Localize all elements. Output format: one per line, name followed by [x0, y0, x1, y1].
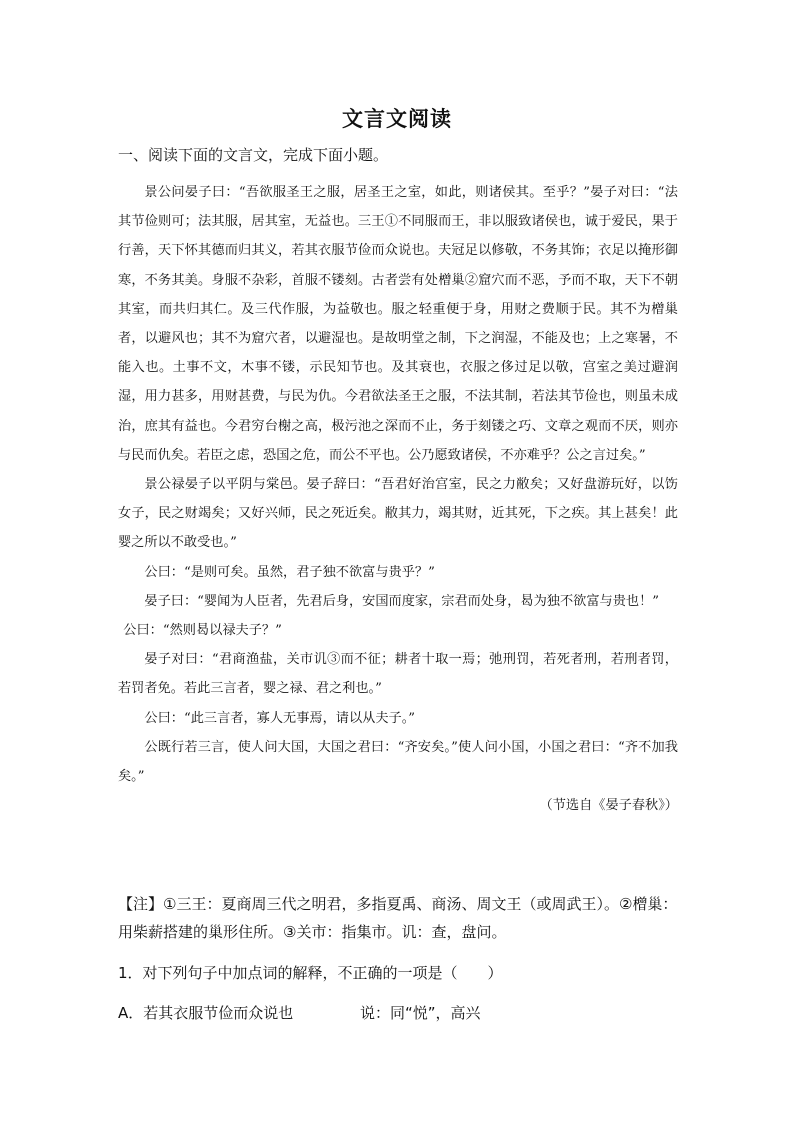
classical-passage [118, 178, 678, 820]
question-1: 1．对下列句子中加点词的解释，不正确的一项是（ ） [118, 964, 503, 982]
section-heading: 一、阅读下面的文言文，完成下面小题。 [118, 146, 389, 164]
annotation-notes: 【注】①三王：夏商周三代之明君，多指夏禹、商汤、周文王（或周武王）。②橧巢：用柴薪搭建的巢形住所。③关市：指集市。讥：查，盘问。 [118, 895, 678, 941]
passage-paragraph: 公既行若三言，使人问大国，大国之君曰：“齐安矣。”使人问小国，小国之君曰：“齐不加我矣。” [118, 739, 678, 785]
passage-paragraph: 晏子对曰：“君商渔盐，关市讥③而不征；耕者十取一焉；弛刑罚，若死者刑，若刑者罚，若罚者免。若此三言者，婴之禄、君之利也。” [118, 652, 678, 697]
passage-paragraph: 晏子曰：“婴闻为人臣者，先君后身，安国而度家，宗君而处身，曷为独不欲富与贵也！” [144, 593, 659, 609]
passage-paragraph: 公曰：“是则可矣。虽然，君子独不欲富与贵乎？” [144, 564, 435, 580]
option-a [118, 1002, 678, 1023]
passage-paragraph: 景公问晏子曰：“吾欲服圣王之服，居圣王之室，如此，则诸侯其。至乎？”晏子对曰：“法其节俭则可；法其服，居其室，无益也。三王①不同服而王，非以服致诸侯也，诚于爱民，果于行善，天下怀其德而归其义，若其衣服节俭而众说也。夫冠足以修敬，不务其饰；衣足以掩形御寒，不务其美。身服不杂彩，首服不镂刻。古者尝有处橧巢②窟穴而不恶，予而不取，天下不朝其室，而共归其仁。及三代作服，为益敬也。服之轻重便于身，用财之费顺于民。其不为橧巢者，以避风也；其不为窟穴者，以避湿也。是故明堂之制，下之润湿，不能及也；上之寒暑，不能入也。土事不文，木事不镂，示民知节也。及其衰也，衣服之侈过足以敬，宫室之美过避润湿，用力甚多，用财甚费，与民为仇。今君欲法圣王之服，不法其制，若法其节俭也，则虽未成治，庶其有益也。今君穷台榭之高，极污池之深而不止，务于刻镂之巧、文章之观而不厌，则亦与民而仇矣。若臣之虑，恐国之危，而公不平也。公乃愿致诸侯，不亦难乎？公之言过矣。” [118, 185, 678, 463]
source-citation: （节选自《晏子春秋》） [539, 798, 678, 814]
option-a-sentence: A．若其衣服节俭而众说也 [118, 1004, 294, 1022]
passage-paragraph: 景公禄晏子以平阴与棠邑。晏子辞曰：“吾君好治宫室，民之力敝矣；又好盘游玩好，以饬女子，民之财竭矣；又好兴师，民之死近矣。敝其力，竭其财，近其死，下之疾。其上甚矣！此婴之所以不敢受也。” [118, 477, 678, 551]
page-title: 文言文阅读 [342, 106, 452, 131]
option-a-gloss: 说：同“悦”，高兴 [360, 1004, 481, 1022]
passage-paragraph: 公曰：“然则曷以禄夫子？” [123, 623, 282, 639]
passage-paragraph: 公曰：“此三言者，寡人无事焉，请以从夫子。” [144, 710, 416, 726]
